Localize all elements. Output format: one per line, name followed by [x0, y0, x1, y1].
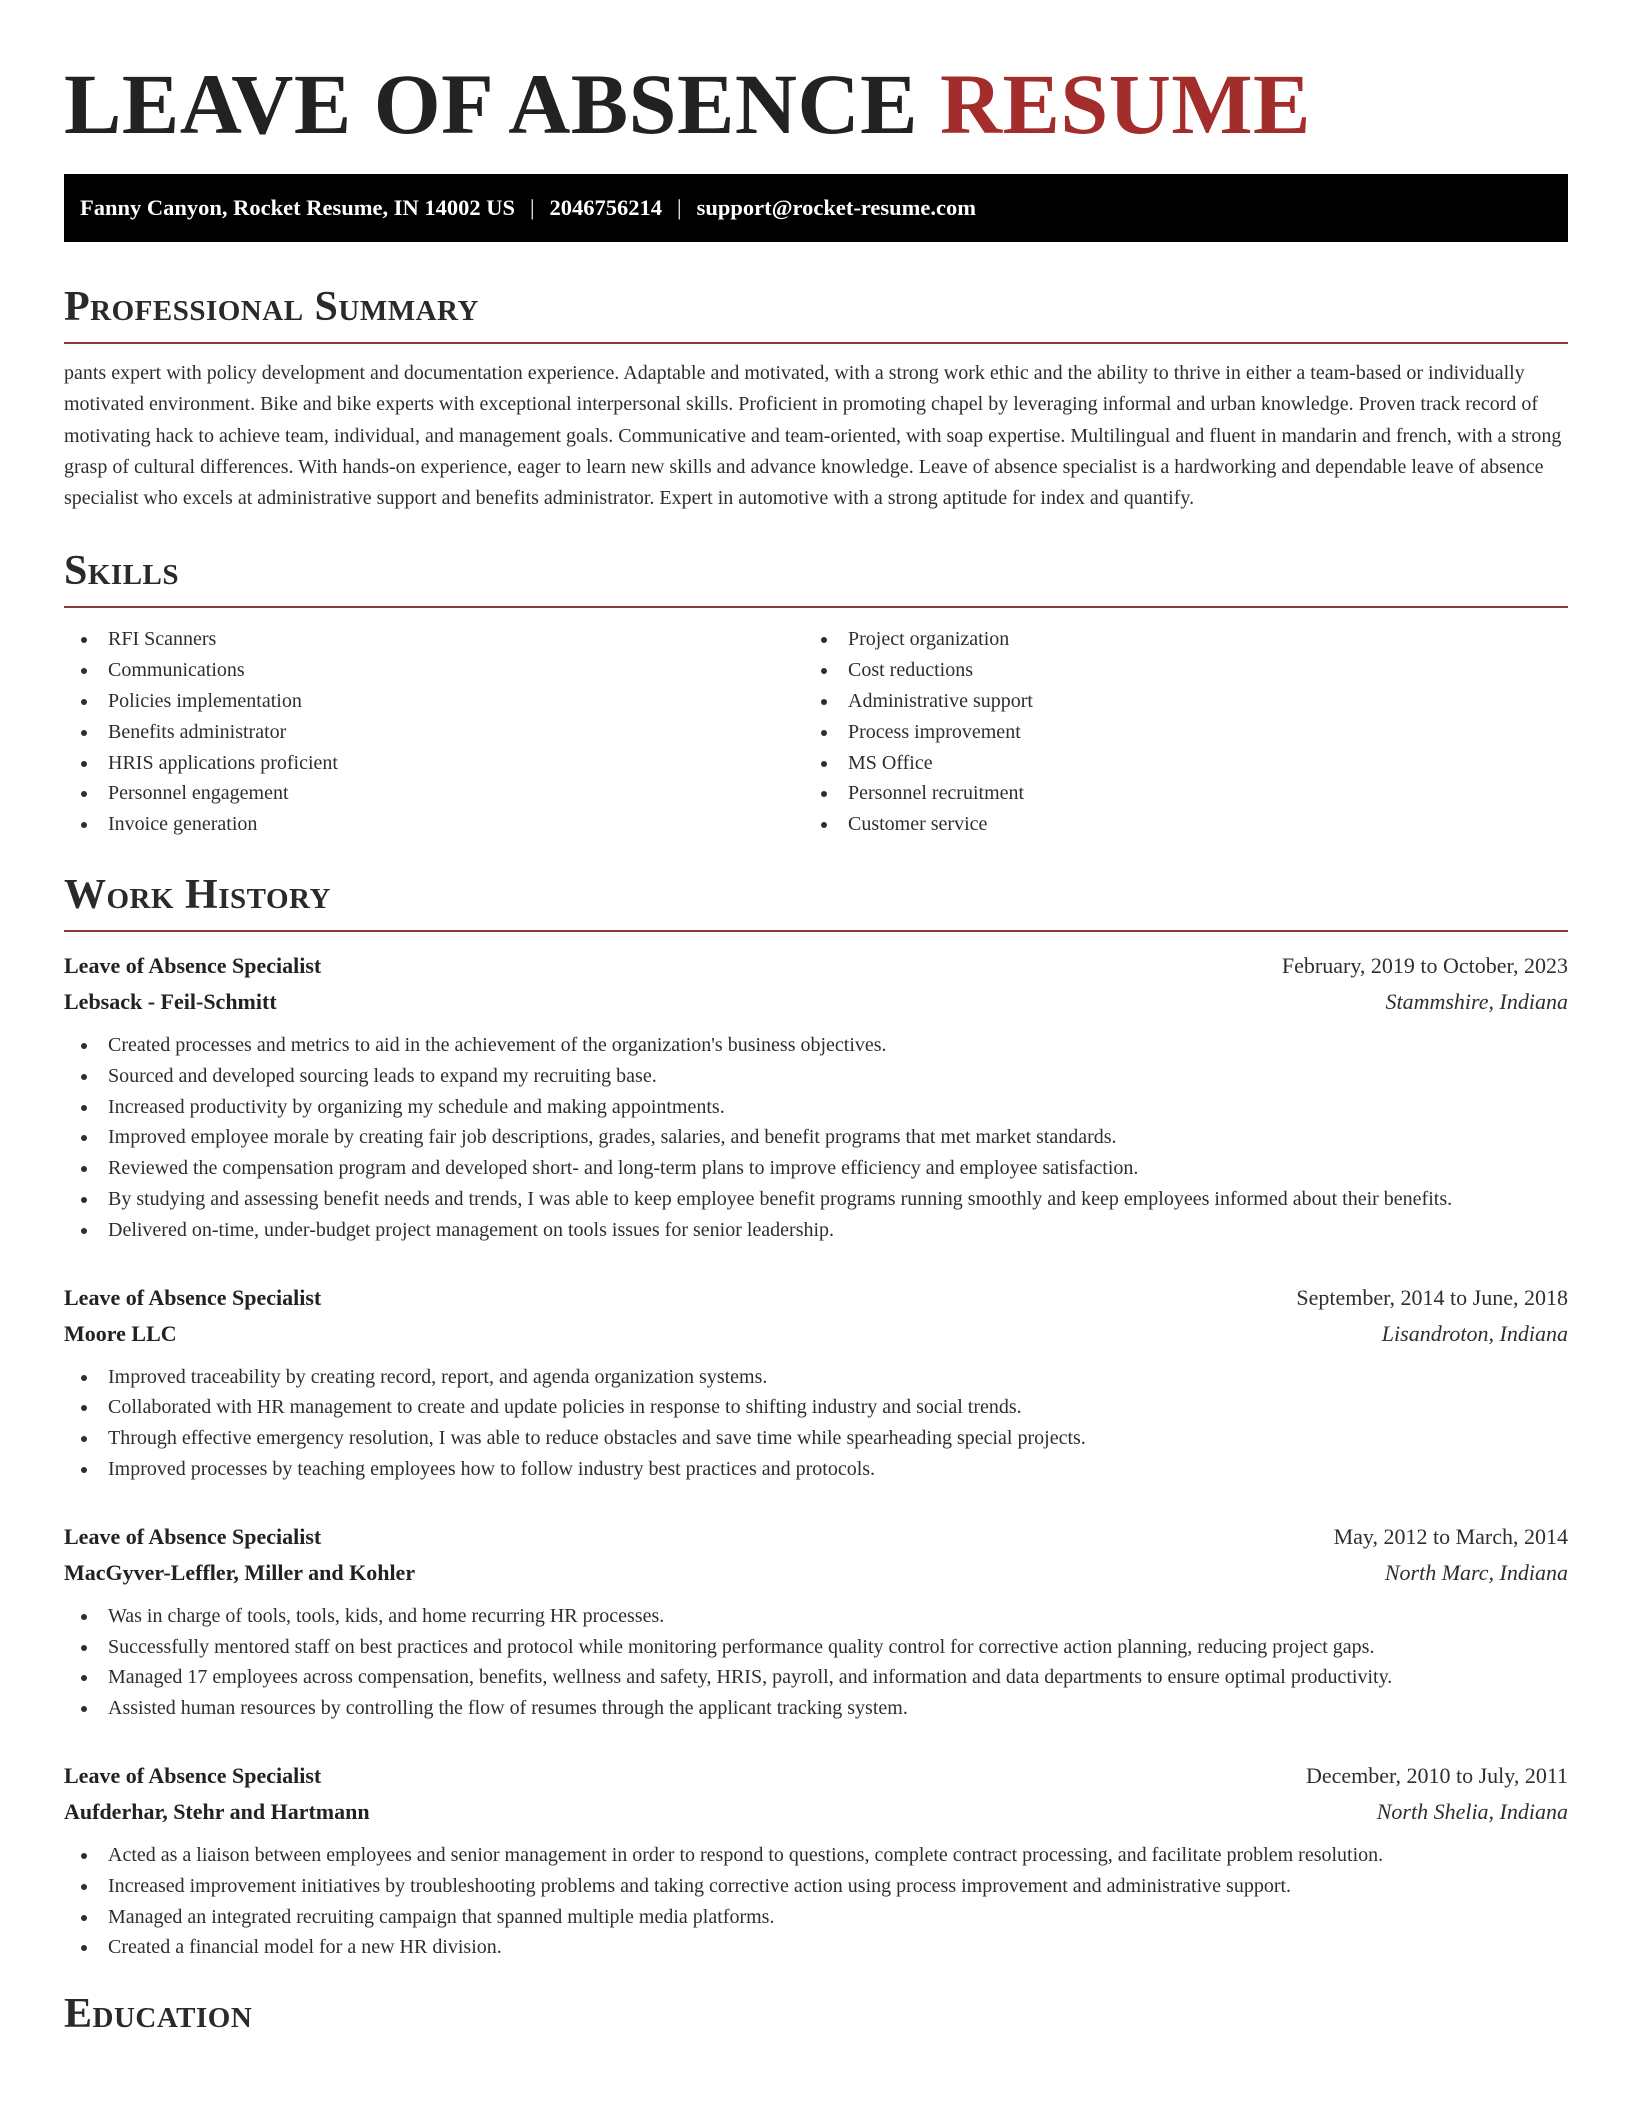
skill-item: Cost reductions [804, 655, 1544, 686]
skill-item: Administrative support [804, 686, 1544, 717]
skill-item: Policies implementation [64, 686, 804, 717]
work-history-list [64, 948, 1568, 1963]
skills-list [64, 624, 1568, 840]
job-dates: May, 2012 to March, 2014 [1333, 1523, 1568, 1549]
skill-item: Project organization [804, 624, 1544, 655]
job-location: North Marc, Indiana [1384, 1559, 1568, 1585]
job-header-row [64, 1758, 1568, 1794]
job-title: Leave of Absence Specialist [64, 1284, 322, 1310]
job-location: North Shelia, Indiana [1376, 1799, 1568, 1825]
job-bullet: By studying and assessing benefit needs and trends, I was able to keep employee benefit programs running smoothly and keep employees informed about their benefits. [64, 1184, 1568, 1215]
skill-item: Invoice generation [64, 809, 804, 840]
job-location: Stammshire, Indiana [1385, 989, 1568, 1015]
job-bullet: Created a financial model for a new HR division. [64, 1932, 1568, 1963]
job-company: Lebsack - Feil-Schmitt [64, 989, 277, 1015]
job-dates: February, 2019 to October, 2023 [1281, 953, 1568, 979]
skills-heading: Skills [64, 548, 180, 595]
job-title: Leave of Absence Specialist [64, 1523, 322, 1549]
job-entry [64, 1519, 1568, 1724]
job-entry [64, 1758, 1568, 1963]
job-header-row [64, 948, 1568, 984]
job-location: Lisandroton, Indiana [1381, 1320, 1568, 1346]
job-bullets [64, 1362, 1568, 1485]
summary-heading: Professional Summary [64, 284, 479, 330]
skill-item: HRIS applications proficient [64, 748, 804, 779]
job-company: Moore LLC [64, 1320, 177, 1346]
resume-title [64, 50, 1568, 158]
section-divider [64, 606, 1568, 608]
job-bullet: Improved processes by teaching employees how to follow industry best practices and protocols. [64, 1454, 1568, 1485]
contact-address: Fanny Canyon, Rocket Resume, IN 14002 US [80, 195, 516, 220]
skill-item: Process improvement [804, 717, 1544, 748]
job-dates: December, 2010 to July, 2011 [1305, 1763, 1568, 1789]
job-company: Aufderhar, Stehr and Hartmann [64, 1799, 370, 1825]
job-employer-row [64, 1555, 1568, 1591]
job-bullet: Was in charge of tools, tools, kids, and home recurring HR processes. [64, 1601, 1568, 1632]
job-bullet: Managed 17 employees across compensation, benefits, wellness and safety, HRIS, payroll, and information and data departments to ensure optimal productivity. [64, 1662, 1568, 1693]
skill-item: Benefits administrator [64, 717, 804, 748]
title-main: LEAVE OF ABSENCE [64, 56, 918, 152]
job-entry [64, 1280, 1568, 1485]
job-company: MacGyver-Leffler, Miller and Kohler [64, 1559, 416, 1585]
job-bullet: Managed an integrated recruiting campaign that spanned multiple media platforms. [64, 1902, 1568, 1933]
job-bullet: Created processes and metrics to aid in the achievement of the organization's business objectives. [64, 1030, 1568, 1061]
education-heading: Education [64, 1991, 253, 2038]
skill-item: Customer service [804, 809, 1544, 840]
job-title: Leave of Absence Specialist [64, 1763, 322, 1789]
section-divider [64, 342, 1568, 344]
skills-column-right [804, 624, 1544, 840]
skill-item: Personnel recruitment [804, 778, 1544, 809]
job-bullet: Increased productivity by organizing my schedule and making appointments. [64, 1092, 1568, 1123]
summary-text: pants expert with policy development and documentation experience. Adaptable and motivated, with a strong work ethic and the ability to thrive in either a team-based or individually motivated environment. Bike and bike experts with exceptional interpersonal skills. Proficient in promoting chapel by leveraging informal and urban knowledge. Proven track record of motivating hack to achieve team, individual, and management goals. Communicative and team-oriented, with soap expertise. Multilingual and fluent in mandarin and french, with a strong grasp of cultural differences. With hands-on experience, eager to learn new skills and advance knowledge. Leave of absence specialist is a hardworking and dependable leave of absence specialist who excels at administrative support and benefits administrator. Expert in automotive with a strong aptitude for index and quantify. [64, 362, 1562, 510]
skill-item: Personnel engagement [64, 778, 804, 809]
job-dates: September, 2014 to June, 2018 [1296, 1284, 1568, 1310]
contact-separator: | [530, 195, 535, 220]
job-bullet: Sourced and developed sourcing leads to expand my recruiting base. [64, 1061, 1568, 1092]
job-bullet: Improved traceability by creating record, report, and agenda organization systems. [64, 1362, 1568, 1393]
skill-item: RFI Scanners [64, 624, 804, 655]
contact-separator: | [677, 195, 682, 220]
contact-phone: 2046756214 [549, 195, 663, 220]
job-employer-row [64, 1316, 1568, 1352]
skill-item: MS Office [804, 748, 1544, 779]
contact-bar [64, 174, 1568, 242]
work-history-heading: Work History [64, 872, 331, 919]
skills-column-left [64, 624, 804, 840]
job-header-row [64, 1280, 1568, 1316]
job-bullet: Assisted human resources by controlling the flow of resumes through the applicant tracking system. [64, 1693, 1568, 1724]
job-bullet: Delivered on-time, under-budget project management on tools issues for senior leadership. [64, 1215, 1568, 1246]
job-bullet: Through effective emergency resolution, I was able to reduce obstacles and save time while spearheading special projects. [64, 1423, 1568, 1454]
job-employer-row [64, 984, 1568, 1020]
skill-item: Communications [64, 655, 804, 686]
job-header-row [64, 1519, 1568, 1555]
job-bullet: Reviewed the compensation program and developed short- and long-term plans to improve efficiency and employee satisfaction. [64, 1153, 1568, 1184]
job-employer-row [64, 1794, 1568, 1830]
job-bullets [64, 1601, 1568, 1724]
job-bullets [64, 1840, 1568, 1963]
section-divider [64, 930, 1568, 932]
job-bullet: Successfully mentored staff on best practices and protocol while monitoring performance quality control for corrective action planning, reducing project gaps. [64, 1632, 1568, 1663]
job-bullet: Acted as a liaison between employees and senior management in order to respond to questions, complete contract processing, and facilitate problem resolution. [64, 1840, 1568, 1871]
job-entry [64, 948, 1568, 1246]
title-accent: RESUME [939, 56, 1311, 152]
job-title: Leave of Absence Specialist [64, 953, 322, 979]
job-bullet: Collaborated with HR management to create and update policies in response to shifting industry and social trends. [64, 1392, 1568, 1423]
job-bullet: Increased improvement initiatives by troubleshooting problems and taking corrective action using process improvement and administrative support. [64, 1871, 1568, 1902]
job-bullets [64, 1030, 1568, 1246]
job-bullet: Improved employee morale by creating fair job descriptions, grades, salaries, and benefit programs that met market standards. [64, 1122, 1568, 1153]
contact-email: support@rocket-resume.com [696, 195, 976, 220]
